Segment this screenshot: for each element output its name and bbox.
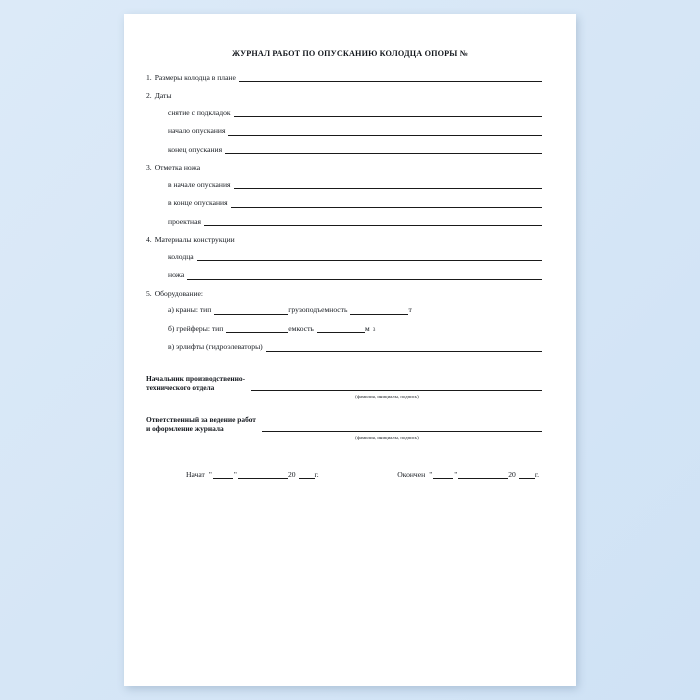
form-label: Размеры колодца в плане — [154, 72, 236, 82]
document-footer — [186, 470, 542, 479]
form-row-size — [146, 73, 542, 82]
document-content — [124, 14, 576, 479]
form-label: 3. — [146, 163, 152, 173]
form-label: колодца — [168, 251, 194, 261]
signature-caption: (фамилия, инициалы, подпись) — [355, 393, 419, 399]
fill-line[interactable] — [317, 325, 365, 333]
year-suffix: г. — [534, 470, 539, 480]
quote-close: " — [233, 470, 237, 480]
signature-row — [146, 374, 542, 393]
fill-line[interactable] — [214, 307, 288, 315]
form-label: емкость — [288, 323, 314, 333]
signature-label — [146, 415, 262, 434]
form-row-lowering-start — [146, 126, 542, 135]
fill-line[interactable] — [226, 325, 288, 333]
signature-fill-line[interactable] — [251, 389, 542, 391]
form-unit-exponent: 3 — [372, 326, 376, 333]
fill-line[interactable] — [231, 200, 542, 208]
month-fill-line[interactable] — [238, 471, 288, 479]
day-fill-line[interactable] — [213, 471, 233, 479]
form-row-dates-header — [146, 91, 542, 100]
signature-label-line1: Начальник производственно- — [146, 373, 246, 383]
signature-label — [146, 374, 251, 393]
signature-block-chief — [146, 374, 542, 399]
signature-block-responsible — [146, 415, 542, 440]
fill-line[interactable] — [204, 218, 542, 226]
form-unit: м — [364, 323, 370, 333]
form-label: 1. — [146, 72, 152, 82]
signature-label-line1: Ответственный за ведение работ — [146, 414, 256, 424]
form-label: Отметка ножа — [154, 163, 201, 173]
form-label: ножа — [168, 270, 185, 280]
fill-line[interactable] — [239, 74, 542, 82]
signature-label-line2: и оформление журнала — [146, 424, 224, 434]
form-row-knife-design — [146, 217, 542, 226]
fill-line[interactable] — [350, 307, 408, 315]
quote-open: " — [208, 470, 212, 480]
signature-label-line2: технического отдела — [146, 383, 215, 393]
document-title: ЖУРНАЛ РАБОТ ПО ОПУСКАНИЮ КОЛОДЦА ОПОРЫ № — [231, 49, 469, 58]
form-row-knife-end — [146, 198, 542, 207]
day-fill-line[interactable] — [433, 471, 453, 479]
fill-line[interactable] — [234, 181, 542, 189]
signature-caption: (фамилия, инициалы, подпись) — [355, 435, 419, 441]
signature-fill-line[interactable] — [262, 430, 542, 432]
form-label: а) краны: тип — [168, 305, 212, 315]
form-row-knife-start — [146, 180, 542, 189]
form-label: Материалы конструкции — [154, 235, 235, 245]
form-label: 4. — [146, 235, 152, 245]
form-row-equipment-header — [146, 289, 542, 298]
quote-close: " — [454, 470, 458, 480]
year-prefix: 20 — [287, 470, 296, 480]
footer-start-group — [186, 470, 322, 479]
form-body — [146, 73, 542, 352]
form-row-removal — [146, 108, 542, 117]
quote-open: " — [429, 470, 433, 480]
form-row-materials-header — [146, 235, 542, 244]
year-prefix: 20 — [508, 470, 516, 480]
fill-line[interactable] — [225, 146, 542, 154]
footer-end-label: Окончен — [397, 470, 426, 480]
form-row-grabs — [146, 324, 542, 333]
fill-line[interactable] — [266, 344, 542, 352]
document-page — [124, 14, 576, 686]
form-row-lowering-end — [146, 145, 542, 154]
year-fill-line[interactable] — [299, 471, 315, 479]
form-label: снятие с подкладок — [168, 107, 231, 117]
form-label: 5. — [146, 288, 152, 298]
footer-start-label: Начат — [186, 470, 205, 480]
form-label: в начале опускания — [168, 179, 231, 189]
footer-end-group — [397, 470, 542, 479]
fill-line[interactable] — [187, 272, 542, 280]
form-unit: т — [408, 305, 412, 315]
form-row-knife-header — [146, 163, 542, 172]
form-label: начало опускания — [168, 126, 226, 136]
form-label: в) эрлифты (гидроэлеваторы) — [168, 342, 263, 352]
fill-line[interactable] — [197, 253, 542, 261]
year-fill-line[interactable] — [519, 471, 535, 479]
form-label: б) грейферы: тип — [168, 323, 224, 333]
form-label: в конце опускания — [168, 198, 228, 208]
signature-row — [146, 415, 542, 434]
form-label: проектная — [168, 216, 201, 226]
form-row-material-knife — [146, 270, 542, 279]
year-suffix: г. — [314, 470, 319, 480]
form-label: 2. — [146, 91, 152, 101]
form-label: грузоподъемность — [288, 305, 348, 315]
fill-line[interactable] — [234, 109, 542, 117]
form-row-cranes — [146, 305, 542, 314]
form-row-airlifts — [146, 342, 542, 351]
form-label: Даты — [154, 91, 172, 101]
form-row-material-well — [146, 252, 542, 261]
form-label: Оборудование: — [154, 288, 203, 298]
month-fill-line[interactable] — [458, 471, 508, 479]
form-label: конец опускания — [168, 144, 223, 154]
fill-line[interactable] — [228, 128, 542, 136]
